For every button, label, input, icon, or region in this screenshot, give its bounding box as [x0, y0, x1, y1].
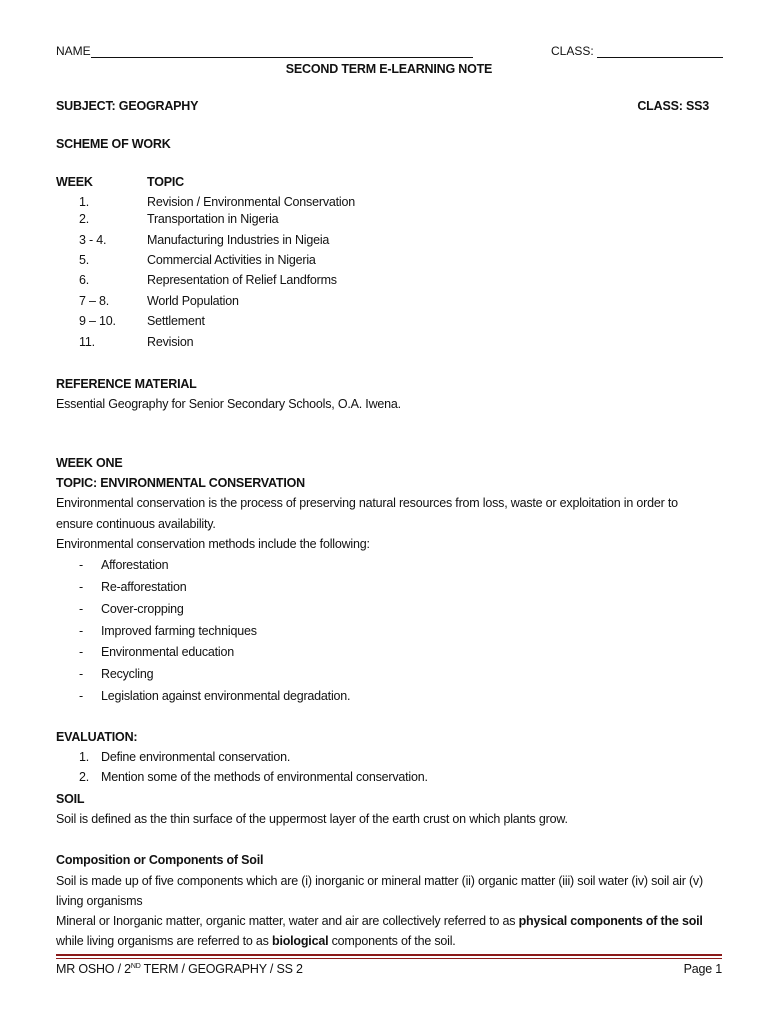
name-field: [56, 44, 473, 58]
bullet-dash: -: [79, 602, 83, 616]
scheme-topic: Representation of Relief Landforms: [147, 273, 337, 287]
list-item-text: Legislation against environmental degradation.: [101, 689, 351, 703]
bullet-dash: -: [79, 580, 83, 594]
list-item-text: Cover-cropping: [101, 602, 184, 616]
scheme-week: 3 - 4.: [79, 233, 107, 247]
class-blank-line: [597, 45, 723, 58]
name-blank-line: [91, 45, 473, 58]
footer-left: [56, 962, 303, 976]
scheme-week: 2.: [79, 212, 90, 226]
soil-collective-line-2: [56, 934, 456, 948]
list-item-text: Environmental education: [101, 645, 234, 659]
week-one-heading: WEEK ONE: [56, 456, 123, 470]
scheme-topic: Commercial Activities in Nigeria: [147, 253, 316, 267]
list-item-number: 1.: [79, 750, 90, 764]
list-item-text: Mention some of the methods of environmental conservation.: [101, 770, 428, 784]
soil-collective-text: Mineral or Inorganic matter, organic matter, water and air are collectively referred to as: [56, 914, 519, 928]
note-title: SECOND TERM E-LEARNING NOTE: [285, 62, 493, 76]
footer-left-text: MR OSHO / 2: [56, 962, 131, 976]
evaluation-list: [0, 750, 768, 790]
scheme-topic: Settlement: [147, 314, 205, 328]
list-item-text: Re-afforestation: [101, 580, 187, 594]
footer-rule-thin: [56, 958, 722, 959]
subject-label: SUBJECT: GEOGRAPHY: [56, 99, 199, 113]
list-item-text: Afforestation: [101, 558, 169, 572]
bullet-dash: -: [79, 624, 83, 638]
evaluation-heading: EVALUATION:: [56, 730, 138, 744]
bullet-dash: -: [79, 558, 83, 572]
soil-collective-line-1: [56, 914, 703, 928]
name-label: NAME: [56, 44, 91, 58]
methods-intro: Environmental conservation methods include the following:: [56, 537, 370, 551]
scheme-week: 11.: [79, 335, 95, 349]
footer-superscript: ND: [130, 962, 141, 970]
soil-components-heading: Composition or Components of Soil: [56, 853, 264, 867]
soil-definition: Soil is defined as the thin surface of the uppermost layer of the earth crust on which plants grow.: [56, 812, 568, 826]
soil-biological-term: biological: [272, 934, 329, 948]
scheme-topic: Revision: [147, 335, 194, 349]
soil-collective-text: components of the soil.: [328, 934, 456, 948]
scheme-topic: Transportation in Nigeria: [147, 212, 279, 226]
scheme-week-header: WEEK: [56, 175, 93, 189]
definition-line-1: Environmental conservation is the process of preserving natural resources from loss, waste or exploitation in order to: [56, 496, 678, 510]
methods-list: [0, 558, 768, 708]
scheme-week: 7 – 8.: [79, 294, 110, 308]
scheme-heading: SCHEME OF WORK: [56, 137, 171, 151]
scheme-week: 1.: [79, 195, 90, 209]
bullet-dash: -: [79, 689, 83, 703]
class-label: CLASS:: [551, 44, 594, 58]
class-value: CLASS: SS3: [637, 99, 709, 113]
soil-collective-text: while living organisms are referred to as: [56, 934, 273, 948]
reference-text: Essential Geography for Senior Secondary Schools, O.A. Iwena.: [56, 397, 401, 411]
bullet-dash: -: [79, 645, 83, 659]
soil-components-line-2: living organisms: [56, 894, 143, 908]
week-one-topic: TOPIC: ENVIRONMENTAL CONSERVATION: [56, 476, 305, 490]
footer-page-number: Page 1: [683, 962, 722, 976]
scheme-week: 5.: [79, 253, 90, 267]
scheme-table: [0, 195, 768, 365]
soil-heading: SOIL: [56, 792, 85, 806]
scheme-week: 6.: [79, 273, 90, 287]
scheme-week: 9 – 10.: [79, 314, 116, 328]
scheme-topic-header: TOPIC: [147, 175, 184, 189]
scheme-topic: Manufacturing Industries in Nigeia: [147, 233, 330, 247]
definition-line-2: ensure continuous availability.: [56, 517, 216, 531]
soil-components-line-1: Soil is made up of five components which are (i) inorganic or mineral matter (ii) organic matter (iii) soil water (iv) soil air (v): [56, 874, 703, 888]
reference-heading: REFERENCE MATERIAL: [56, 377, 197, 391]
scheme-topic: Revision / Environmental Conservation: [147, 195, 355, 209]
list-item-text: Improved farming techniques: [101, 624, 257, 638]
footer-left-text: TERM / GEOGRAPHY / SS 2: [140, 962, 303, 976]
list-item-number: 2.: [79, 770, 90, 784]
class-field: [551, 44, 723, 58]
list-item-text: Define environmental conservation.: [101, 750, 291, 764]
bullet-dash: -: [79, 667, 83, 681]
list-item-text: Recycling: [101, 667, 154, 681]
footer-rule-thick: [56, 954, 722, 956]
scheme-topic: World Population: [147, 294, 239, 308]
soil-physical-components-term: physical components of the soil: [518, 914, 703, 928]
